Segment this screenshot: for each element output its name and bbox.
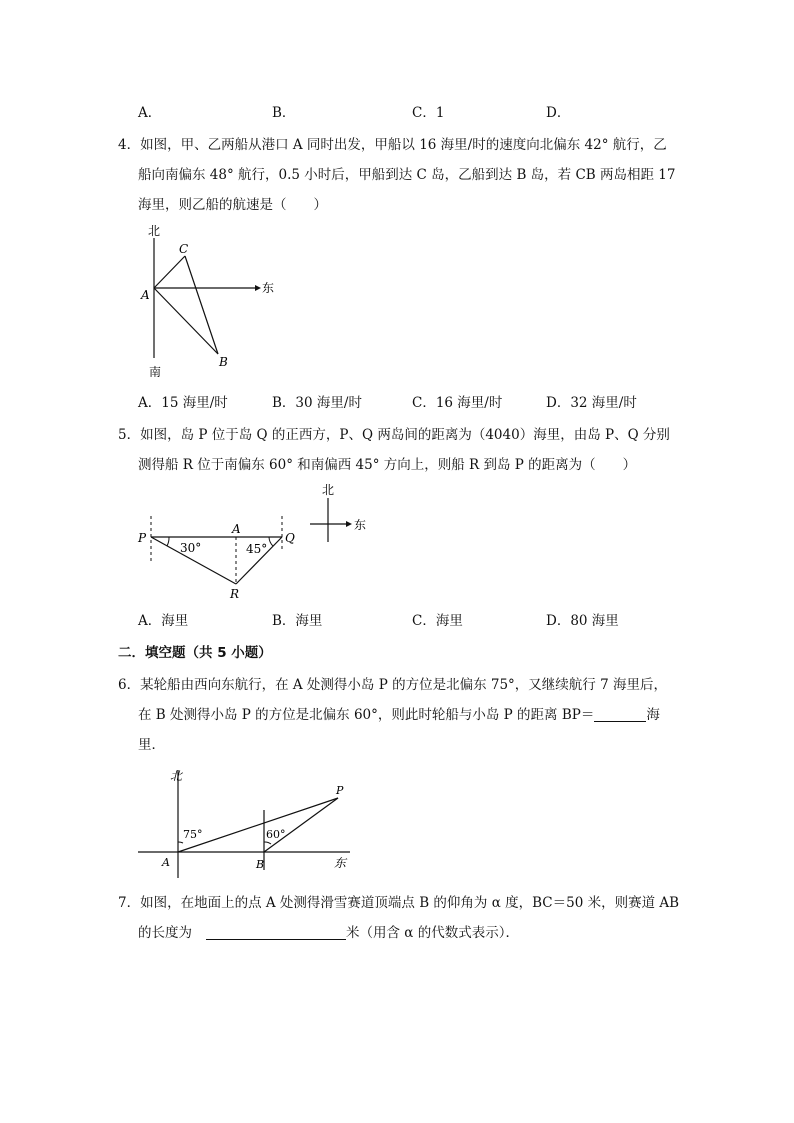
q3-option-d: D．	[546, 105, 571, 121]
q5-label-p: P	[138, 531, 147, 545]
q5-label-q: Q	[285, 531, 295, 545]
q4-segment-ac	[154, 256, 185, 288]
q5-option-a: A．海里	[138, 613, 189, 629]
q6-label-b: B	[256, 858, 265, 871]
q7-text-line-2-end: 米（用含 α 的代数式表示）．	[346, 925, 519, 941]
q5-label-a: A	[232, 522, 241, 536]
q6-figure	[138, 770, 358, 880]
q3-option-a: A．	[138, 105, 162, 121]
q6-answer-blank[interactable]	[594, 707, 646, 722]
q3-option-b: B．	[272, 105, 296, 121]
q4-text-line-3: 海里，则乙船的航速是（ ）	[138, 197, 327, 213]
q5-angle-45-label: 45°	[246, 542, 268, 556]
q4-label-a: A	[141, 288, 150, 302]
q7-text-line-1: 7．如图，在地面上的点 A 处测得滑雪赛道顶端点 B 的仰角为 α 度，BC＝50 米，则赛道 AB	[118, 895, 680, 911]
q4-figure	[130, 222, 290, 382]
q4-segment-cb	[185, 256, 218, 354]
q5-east-arrow-icon	[346, 521, 352, 527]
q7-text-line-2-start: 的长度为	[138, 925, 192, 941]
q5-angle-arc-p	[167, 537, 169, 546]
q6-text-line-1: 6．某轮船由西向东航行，在 A 处测得小岛 P 的方位是北偏东 75°，又继续航行 7 海里后，	[118, 677, 667, 693]
q5-label-r: R	[230, 587, 240, 601]
q4-option-c: C．16 海里/时	[412, 395, 503, 411]
q6-segment-bp	[264, 798, 338, 852]
q5-option-c: C．海里	[412, 613, 463, 629]
q6-angle-60-label: 60°	[266, 828, 286, 841]
q5-compass-east: 东	[354, 518, 367, 532]
q5-text-line-2: 测得船 R 位于南偏东 60° 和南偏西 45° 方向上，则船 R 到岛 P 的距离为（ ）	[138, 457, 637, 473]
q6-label-a: A	[162, 856, 170, 869]
q6-angle-arc-a	[178, 842, 183, 843]
q4-label-east: 东	[262, 281, 275, 295]
q6-text-line-2	[138, 706, 660, 724]
q5-angle-30-label: 30°	[180, 541, 202, 555]
q4-option-d: D．32 海里/时	[546, 395, 637, 411]
q5-option-d: D．80 海里	[546, 613, 619, 629]
q6-label-east: 东	[334, 856, 347, 870]
q4-text-line-2: 船向南偏东 48° 航行，0.5 小时后，甲船到达 C 岛，乙船到达 B 岛，若 CB 两岛相距 17	[138, 167, 676, 183]
q7-answer-blank[interactable]	[206, 925, 346, 940]
q5-compass-north: 北	[322, 483, 335, 497]
q6-text-line-2-end: 海	[646, 707, 660, 723]
q4-text-line-1: 4．如图，甲、乙两船从港口 A 同时出发，甲船以 16 海里/时的速度向北偏东 42° 航行，乙	[118, 137, 667, 153]
q7-text-line-2	[138, 924, 519, 942]
q6-label-north: 北	[170, 769, 183, 783]
q6-angle-75-label: 75°	[183, 828, 203, 841]
q4-label-south: 南	[149, 365, 162, 379]
q4-segment-ab	[154, 288, 218, 354]
q6-text-line-3: 里．	[138, 737, 165, 753]
q6-segment-ap	[178, 798, 338, 852]
q5-option-b: B．海里	[272, 613, 323, 629]
q4-option-b: B．30 海里/时	[272, 395, 362, 411]
q4-label-north: 北	[148, 224, 161, 238]
q6-angle-arc-b	[264, 842, 271, 844]
q4-label-c: C	[179, 242, 189, 256]
q5-text-line-1: 5．如图，岛 P 位于岛 Q 的正西方，P、Q 两岛间的距离为（4040）海里，由岛 P、Q 分别	[118, 427, 670, 443]
q4-label-b: B	[219, 355, 228, 369]
q6-text-line-2-start: 在 B 处测得小岛 P 的方位是北偏东 60°，则此时轮船与小岛 P 的距离 BP＝	[138, 707, 595, 723]
q5-figure	[130, 482, 380, 604]
section-title-fill-in: 二．填空题（共 5 小题）	[118, 645, 272, 661]
q4-east-arrow-icon	[255, 285, 261, 291]
q5-angle-arc-q	[269, 537, 273, 546]
q6-label-p: P	[336, 784, 344, 797]
q3-option-c: C．1	[412, 105, 445, 121]
q4-option-a: A．15 海里/时	[138, 395, 228, 411]
